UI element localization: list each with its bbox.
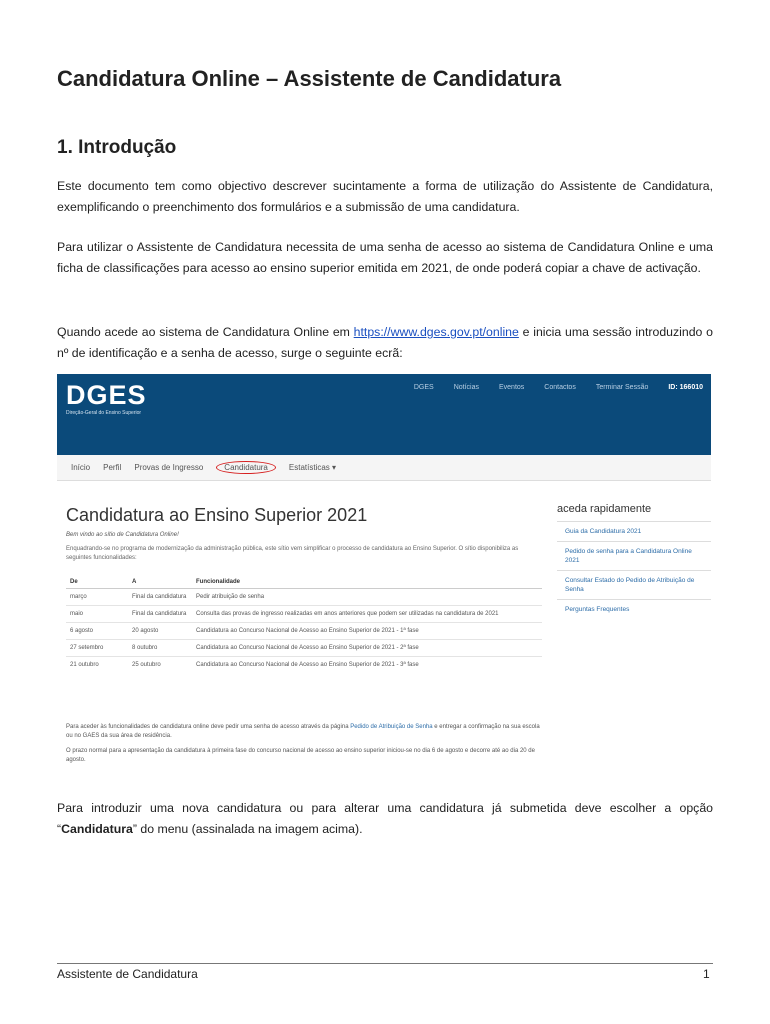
candidatura-paragraph: [57, 798, 713, 840]
online-link[interactable]: https://www.dges.gov.pt/online: [353, 325, 519, 339]
cell-a: 25 outubro: [128, 657, 192, 674]
main-nav: [57, 455, 711, 481]
note1-text-before: Para aceder às funcionalidades de candidatura online deve pedir uma senha de acesso através da página: [66, 724, 351, 730]
table-row: [66, 606, 542, 623]
section-title: 1. Introdução: [57, 137, 177, 158]
cell-a: Final da candidatura: [128, 606, 192, 623]
cell-de: março: [66, 589, 128, 606]
intro-paragraph-1: Este documento tem como objectivo descrever sucintamente a forma de utilização do Assistente de Candidatura, exemplificando o preenchimento dos formulários e a submissão de uma candidatura.: [57, 179, 713, 214]
site-intro-text: Enquadrando-se no programa de modernização da administração pública, este sítio vem simplificar o processo de candidatura ao Ensino Superior. O sítio disponibiliza as seguintes funcionalidades:: [66, 546, 519, 561]
page-title: Candidatura Online – Assistente de Candidatura: [57, 66, 562, 91]
nav-estatisticas[interactable]: Estatísticas ▾: [288, 463, 337, 472]
footer-title: Assistente de Candidatura: [57, 967, 198, 981]
quick-access-sidebar: [557, 503, 711, 619]
cell-funcionalidade: Candidatura ao Concurso Nacional de Acesso ao Ensino Superior de 2021 - 1ª fase: [192, 623, 542, 640]
col-header-funcionalidade: Funcionalidade: [192, 576, 542, 589]
functionality-table: [66, 576, 542, 673]
col-header-a: A: [128, 576, 192, 589]
cell-funcionalidade: Consulta das provas de ingresso realizadas em anos anteriores que podem ser utilizadas na candidatura de 2021: [192, 606, 542, 623]
topnav-terminar-sessao[interactable]: Terminar Sessão: [595, 384, 649, 391]
table-row: [66, 623, 542, 640]
table-row: [66, 640, 542, 657]
note1-text-after: e entregar a confirmação na sua escola ou no GAES da sua área de residência.: [66, 724, 540, 739]
prazo-note: O prazo normal para a apresentação da candidatura à primeira fase do concurso nacional de acesso ao ensino superior iniciou-se no dia 6 de agosto e decorre até ao dia 20 de agosto.: [66, 748, 535, 763]
footer-divider: [57, 963, 713, 964]
dges-logo-subtitle: Direção-Geral do Ensino Superior: [66, 410, 142, 416]
intro-paragraph-2: Para utilizar o Assistente de Candidatura necessita de uma senha de acesso ao sistema de Candidatura Online e uma ficha de classificações para acesso ao ensino superior emitida em 2021, de onde poderá copiar a chave de activação.: [57, 240, 713, 275]
nav-provas-ingresso[interactable]: Provas de Ingresso: [134, 463, 204, 472]
cell-de: 6 agosto: [66, 623, 128, 640]
quick-link-faq[interactable]: Perguntas Frequentes: [557, 599, 711, 619]
topnav-dges[interactable]: DGES: [413, 384, 434, 391]
table-row: [66, 657, 542, 674]
cell-a: 20 agosto: [128, 623, 192, 640]
nav-inicio[interactable]: Início: [71, 463, 91, 472]
cell-de: maio: [66, 606, 128, 623]
welcome-text: Bem vindo ao sítio de Candidatura Online!: [66, 532, 179, 538]
page-number: 1: [703, 967, 710, 981]
quick-link-estado-pedido[interactable]: Consultar Estado do Pedido de Atribuição de Senha: [557, 570, 711, 599]
topnav-contactos[interactable]: Contactos: [544, 384, 576, 391]
p4-text-before: Para introduzir uma nova candidatura ou para alterar uma candidatura já submetida deve escolher a opção “: [57, 801, 713, 836]
col-header-de: De: [66, 576, 128, 589]
table-header-row: [66, 576, 542, 589]
cell-a: 8 outubro: [128, 640, 192, 657]
topnav-noticias[interactable]: Notícias: [453, 384, 479, 391]
nav-perfil[interactable]: Perfil: [103, 463, 122, 472]
p3-text-before: Quando acede ao sistema de Candidatura Online em: [57, 325, 354, 339]
quick-access-title: aceda rapidamente: [557, 503, 652, 515]
nav-candidatura[interactable]: Candidatura: [216, 461, 276, 474]
user-id: ID: 166010: [668, 384, 703, 391]
top-nav: [414, 384, 703, 391]
candidatura-bold: Candidatura: [61, 822, 133, 836]
cell-funcionalidade: Pedir atribuição de senha: [192, 589, 542, 606]
p4-text-after: ” do menu (assinalada na imagem acima).: [132, 822, 363, 836]
table-row: [66, 589, 542, 606]
p3-text-after: e inicia uma sessão introduzindo o nº de identificação e a senha de acesso, surge o seguinte ecrã:: [57, 325, 713, 360]
site-header: [57, 374, 711, 455]
pedido-senha-link[interactable]: Pedido de Atribuição de Senha: [350, 724, 433, 730]
quick-link-guia[interactable]: Guia da Candidatura 2021: [557, 521, 711, 541]
cell-funcionalidade: Candidatura ao Concurso Nacional de Acesso ao Ensino Superior de 2021 - 3ª fase: [192, 657, 542, 674]
intro-paragraph-3: [57, 322, 713, 364]
candidatura-heading: Candidatura ao Ensino Superior 2021: [66, 505, 368, 525]
quick-link-pedido-senha[interactable]: Pedido de senha para a Candidatura Online 2021: [557, 541, 711, 570]
cell-funcionalidade: Candidatura ao Concurso Nacional de Acesso ao Ensino Superior de 2021 - 2ª fase: [192, 640, 542, 657]
cell-de: 27 setembro: [66, 640, 128, 657]
cell-de: 21 outubro: [66, 657, 128, 674]
dges-logo: DGES: [66, 380, 147, 410]
topnav-eventos[interactable]: Eventos: [499, 384, 525, 391]
senha-note: [66, 723, 542, 741]
embedded-screenshot: [57, 374, 711, 778]
cell-a: Final da candidatura: [128, 589, 192, 606]
